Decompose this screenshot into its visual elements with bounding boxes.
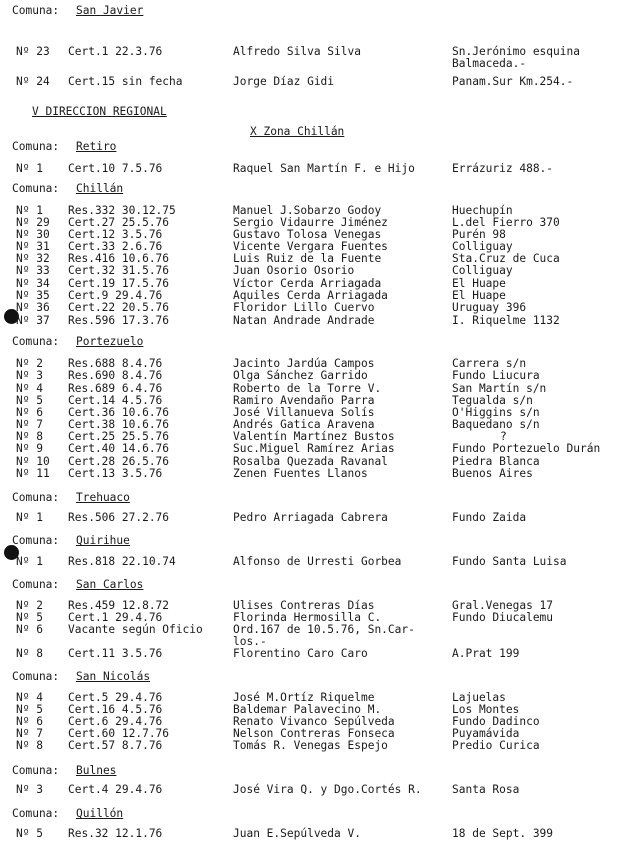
entry-owner-name: Rosalba Quezada Ravanal bbox=[233, 455, 388, 468]
entry-number: Nº 36 bbox=[16, 301, 50, 314]
entry-owner-name: Ramiro Avendaño Parra bbox=[233, 394, 375, 407]
entry-address: San Martín s/n bbox=[452, 382, 547, 395]
entry-address: Santa Rosa bbox=[452, 783, 520, 796]
entry-owner-name: Raquel San Martín F. e Hijo bbox=[233, 162, 415, 175]
entry-owner-name: Gustavo Tolosa Venegas bbox=[233, 228, 382, 241]
entry-certificate: Res.459 12.8.72 bbox=[68, 599, 170, 612]
entry-certificate: Cert.33 2.6.76 bbox=[68, 240, 163, 253]
entry-address-continued: Balmaceda.- bbox=[452, 57, 527, 70]
entry-address: Carrera s/n bbox=[452, 357, 527, 370]
entry-address: Uruguay 396 bbox=[452, 301, 527, 314]
entry-number: Nº 10 bbox=[16, 455, 50, 468]
entry-number: Nº 33 bbox=[16, 264, 50, 277]
entry-owner-name: Tomás R. Venegas Espejo bbox=[233, 739, 388, 752]
entry-number: Nº 8 bbox=[16, 430, 43, 443]
comuna-label: Comuna: bbox=[12, 4, 60, 17]
comuna-name: San Carlos bbox=[76, 578, 144, 591]
entry-certificate: Cert.19 17.5.76 bbox=[68, 277, 170, 290]
entry-address: Colliguay bbox=[452, 240, 513, 253]
entry-address: Baquedano s/n bbox=[452, 418, 540, 431]
entry-address: Lajuelas bbox=[452, 691, 506, 704]
comuna-label: Comuna: bbox=[12, 764, 60, 777]
entry-owner-name: Manuel J.Sobarzo Godoy bbox=[233, 204, 382, 217]
comuna-label: Comuna: bbox=[12, 140, 60, 153]
entry-owner-name: Luis Ruiz de la Fuente bbox=[233, 252, 382, 265]
entry-number: Nº 7 bbox=[16, 418, 43, 431]
entry-number: Nº 5 bbox=[16, 394, 43, 407]
entry-owner-name: Andrés Gatica Aravena bbox=[233, 418, 375, 431]
entry-owner-name: Alfredo Silva Silva bbox=[233, 45, 361, 58]
entry-owner-name: Ord.167 de 10.5.76, Sn.Car- bbox=[233, 623, 415, 636]
entry-address: A.Prat 199 bbox=[452, 647, 520, 660]
entry-address: Buenos Aires bbox=[452, 467, 533, 480]
entry-certificate: Cert.25 25.5.76 bbox=[68, 430, 170, 443]
entry-address: 18 de Sept. 399 bbox=[452, 827, 554, 840]
entry-certificate: Res.332 30.12.75 bbox=[68, 204, 176, 217]
comuna-name: Chillán bbox=[76, 182, 124, 195]
entry-certificate: Res.690 8.4.76 bbox=[68, 369, 163, 382]
entry-address: ? bbox=[500, 430, 507, 443]
entry-owner-name: José Villanueva Solís bbox=[233, 406, 375, 419]
comuna-name: Quirihue bbox=[76, 534, 130, 547]
comuna-name: San Nicolás bbox=[76, 670, 151, 683]
entry-number: Nº 3 bbox=[16, 369, 43, 382]
entry-number: Nº 1 bbox=[16, 204, 43, 217]
entry-number: Nº 1 bbox=[16, 511, 43, 524]
entry-owner-name: Floridor Lillo Cuervo bbox=[233, 301, 375, 314]
entry-address: Purén 98 bbox=[452, 228, 506, 241]
entry-certificate: Cert.27 25.5.76 bbox=[68, 216, 170, 229]
entry-owner-name: Vicente Vergara Fuentes bbox=[233, 240, 388, 253]
entry-number: Nº 30 bbox=[16, 228, 50, 241]
entry-address: Predio Curica bbox=[452, 739, 540, 752]
entry-number: Nº 1 bbox=[16, 555, 43, 568]
entry-owner-name: Sergio Vidaurre Jiménez bbox=[233, 216, 388, 229]
entry-number: Nº 5 bbox=[16, 611, 43, 624]
entry-owner-name: Alfonso de Urresti Gorbea bbox=[233, 555, 402, 568]
entry-certificate: Cert.6 29.4.76 bbox=[68, 715, 163, 728]
entry-address: Fundo Santa Luisa bbox=[452, 555, 567, 568]
entry-address: O'Higgins s/n bbox=[452, 406, 540, 419]
entry-owner-name: Jorge Díaz Gidi bbox=[233, 75, 335, 88]
zona-heading: X Zona Chillán bbox=[250, 125, 345, 138]
entry-certificate: Res.416 10.6.76 bbox=[68, 252, 170, 265]
entry-number: Nº 9 bbox=[16, 442, 43, 455]
entry-number: Nº 32 bbox=[16, 252, 50, 265]
entry-certificate: Cert.40 14.6.76 bbox=[68, 442, 170, 455]
comuna-label: Comuna: bbox=[12, 807, 60, 820]
entry-address: Puyamávida bbox=[452, 727, 520, 740]
comuna-label: Comuna: bbox=[12, 670, 60, 683]
entry-certificate: Cert.38 10.6.76 bbox=[68, 418, 170, 431]
entry-owner-name: Baldemar Palavecino M. bbox=[233, 703, 382, 716]
entry-owner-name: Nelson Contreras Fonseca bbox=[233, 727, 395, 740]
entry-address: Fundo Portezuelo Durán bbox=[452, 442, 601, 455]
entry-owner-name: Suc.Miguel Ramírez Arias bbox=[233, 442, 395, 455]
entry-certificate: Cert.13 3.5.76 bbox=[68, 467, 163, 480]
entry-number: Nº 6 bbox=[16, 715, 43, 728]
entry-number: Nº 2 bbox=[16, 357, 43, 370]
entry-number: Nº 35 bbox=[16, 289, 50, 302]
entry-address: Fundo Dadinco bbox=[452, 715, 540, 728]
entry-certificate: Res.596 17.3.76 bbox=[68, 314, 170, 327]
entry-address: El Huape bbox=[452, 289, 506, 302]
comuna-name: Quillón bbox=[76, 807, 124, 820]
entry-owner-name: Aquiles Cerda Arriagada bbox=[233, 289, 388, 302]
entry-number: Nº 24 bbox=[16, 75, 50, 88]
entry-owner-name: Roberto de la Torre V. bbox=[233, 382, 382, 395]
entry-certificate: Cert.1 22.3.76 bbox=[68, 45, 163, 58]
entry-certificate: Vacante según Oficio bbox=[68, 623, 203, 636]
entry-certificate: Cert.16 4.5.76 bbox=[68, 703, 163, 716]
entry-certificate: Cert.32 31.5.76 bbox=[68, 264, 170, 277]
entry-number: Nº 5 bbox=[16, 827, 43, 840]
entry-address: Los Montes bbox=[452, 703, 520, 716]
entry-address: L.del Fierro 370 bbox=[452, 216, 560, 229]
entry-owner-name: Natan Andrade Andrade bbox=[233, 314, 375, 327]
entry-owner-name: Florinda Hermosilla C. bbox=[233, 611, 382, 624]
comuna-name: San Javier bbox=[76, 4, 144, 17]
entry-address: Piedra Blanca bbox=[452, 455, 540, 468]
entry-certificate: Res.689 6.4.76 bbox=[68, 382, 163, 395]
entry-certificate: Cert.12 3.5.76 bbox=[68, 228, 163, 241]
comuna-label: Comuna: bbox=[12, 578, 60, 591]
entry-number: Nº 7 bbox=[16, 727, 43, 740]
comuna-name: Retiro bbox=[76, 140, 117, 153]
entry-address: I. Riquelme 1132 bbox=[452, 314, 560, 327]
entry-certificate: Res.32 12.1.76 bbox=[68, 827, 163, 840]
comuna-name: Trehuaco bbox=[76, 491, 130, 504]
direccion-regional-heading: V DIRECCION REGIONAL bbox=[32, 105, 167, 118]
entry-owner-name: Pedro Arriagada Cabrera bbox=[233, 511, 388, 524]
comuna-label: Comuna: bbox=[12, 335, 60, 348]
entry-owner-name: José Vira Q. y Dgo.Cortés R. bbox=[233, 783, 422, 796]
entry-number: Nº 6 bbox=[16, 406, 43, 419]
entry-address: Tegualda s/n bbox=[452, 394, 533, 407]
entry-address: Colliguay bbox=[452, 264, 513, 277]
entry-certificate: Cert.10 7.5.76 bbox=[68, 162, 163, 175]
entry-certificate: Cert.60 12.7.76 bbox=[68, 727, 170, 740]
entry-number: Nº 11 bbox=[16, 467, 50, 480]
entry-owner-name: Zenen Fuentes Llanos bbox=[233, 467, 368, 480]
comuna-name: Portezuelo bbox=[76, 335, 144, 348]
entry-certificate: Cert.1 29.4.76 bbox=[68, 611, 163, 624]
entry-certificate: Res.818 22.10.74 bbox=[68, 555, 176, 568]
entry-certificate: Cert.5 29.4.76 bbox=[68, 691, 163, 704]
entry-owner-name: Olga Sánchez Garrido bbox=[233, 369, 368, 382]
entry-owner-name: Juan Osorio Osorio bbox=[233, 264, 355, 277]
entry-number: Nº 1 bbox=[16, 162, 43, 175]
entry-certificate: Cert.15 sin fecha bbox=[68, 75, 183, 88]
entry-owner-name: Valentín Martínez Bustos bbox=[233, 430, 395, 443]
entry-number: Nº 31 bbox=[16, 240, 50, 253]
entry-address: El Huape bbox=[452, 277, 506, 290]
entry-number: Nº 2 bbox=[16, 599, 43, 612]
entry-owner-name: Jacinto Jardúa Campos bbox=[233, 357, 375, 370]
entry-address: Panam.Sur Km.254.- bbox=[452, 75, 574, 88]
entry-address: Fundo Liucura bbox=[452, 369, 540, 382]
entry-number: Nº 4 bbox=[16, 382, 43, 395]
entry-certificate: Cert.57 8.7.76 bbox=[68, 739, 163, 752]
entry-address: Fundo Diucalemu bbox=[452, 611, 554, 624]
entry-owner-name: José M.Ortíz Riquelme bbox=[233, 691, 375, 704]
entry-number: Nº 37 bbox=[16, 314, 50, 327]
entry-certificate: Cert.11 3.5.76 bbox=[68, 647, 163, 660]
entry-certificate: Cert.4 29.4.76 bbox=[68, 783, 163, 796]
entry-owner-name: Renato Vivanco Sepúlveda bbox=[233, 715, 395, 728]
entry-certificate: Cert.9 29.4.76 bbox=[68, 289, 163, 302]
entry-owner-name: Juan E.Sepúlveda V. bbox=[233, 827, 361, 840]
entry-address: Sn.Jerónimo esquina bbox=[452, 45, 580, 58]
entry-number: Nº 23 bbox=[16, 45, 50, 58]
entry-owner-name: Víctor Cerda Arriagada bbox=[233, 277, 382, 290]
entry-number: Nº 6 bbox=[16, 623, 43, 636]
entry-address: Gral.Venegas 17 bbox=[452, 599, 554, 612]
entry-address: Sta.Cruz de Cuca bbox=[452, 252, 560, 265]
entry-certificate: Res.506 27.2.76 bbox=[68, 511, 170, 524]
entry-owner-name: Ulises Contreras Días bbox=[233, 599, 375, 612]
comuna-name: Bulnes bbox=[76, 764, 117, 777]
entry-address: Errázuriz 488.- bbox=[452, 162, 554, 175]
entry-number: Nº 5 bbox=[16, 703, 43, 716]
entry-certificate: Res.688 8.4.76 bbox=[68, 357, 163, 370]
entry-certificate: Cert.28 26.5.76 bbox=[68, 455, 170, 468]
comuna-label: Comuna: bbox=[12, 182, 60, 195]
entry-address: Fundo Zaida bbox=[452, 511, 527, 524]
entry-certificate: Cert.22 20.5.76 bbox=[68, 301, 170, 314]
entry-number: Nº 29 bbox=[16, 216, 50, 229]
comuna-label: Comuna: bbox=[12, 491, 60, 504]
entry-owner-name-continued: los.- bbox=[233, 635, 267, 648]
entry-number: Nº 34 bbox=[16, 277, 50, 290]
entry-number: Nº 8 bbox=[16, 739, 43, 752]
entry-number: Nº 8 bbox=[16, 647, 43, 660]
entry-certificate: Cert.14 4.5.76 bbox=[68, 394, 163, 407]
entry-owner-name: Florentino Caro Caro bbox=[233, 647, 368, 660]
entry-address: Huechupín bbox=[452, 204, 513, 217]
comuna-label: Comuna: bbox=[12, 534, 60, 547]
entry-number: Nº 3 bbox=[16, 783, 43, 796]
entry-number: Nº 4 bbox=[16, 691, 43, 704]
entry-certificate: Cert.36 10.6.76 bbox=[68, 406, 170, 419]
